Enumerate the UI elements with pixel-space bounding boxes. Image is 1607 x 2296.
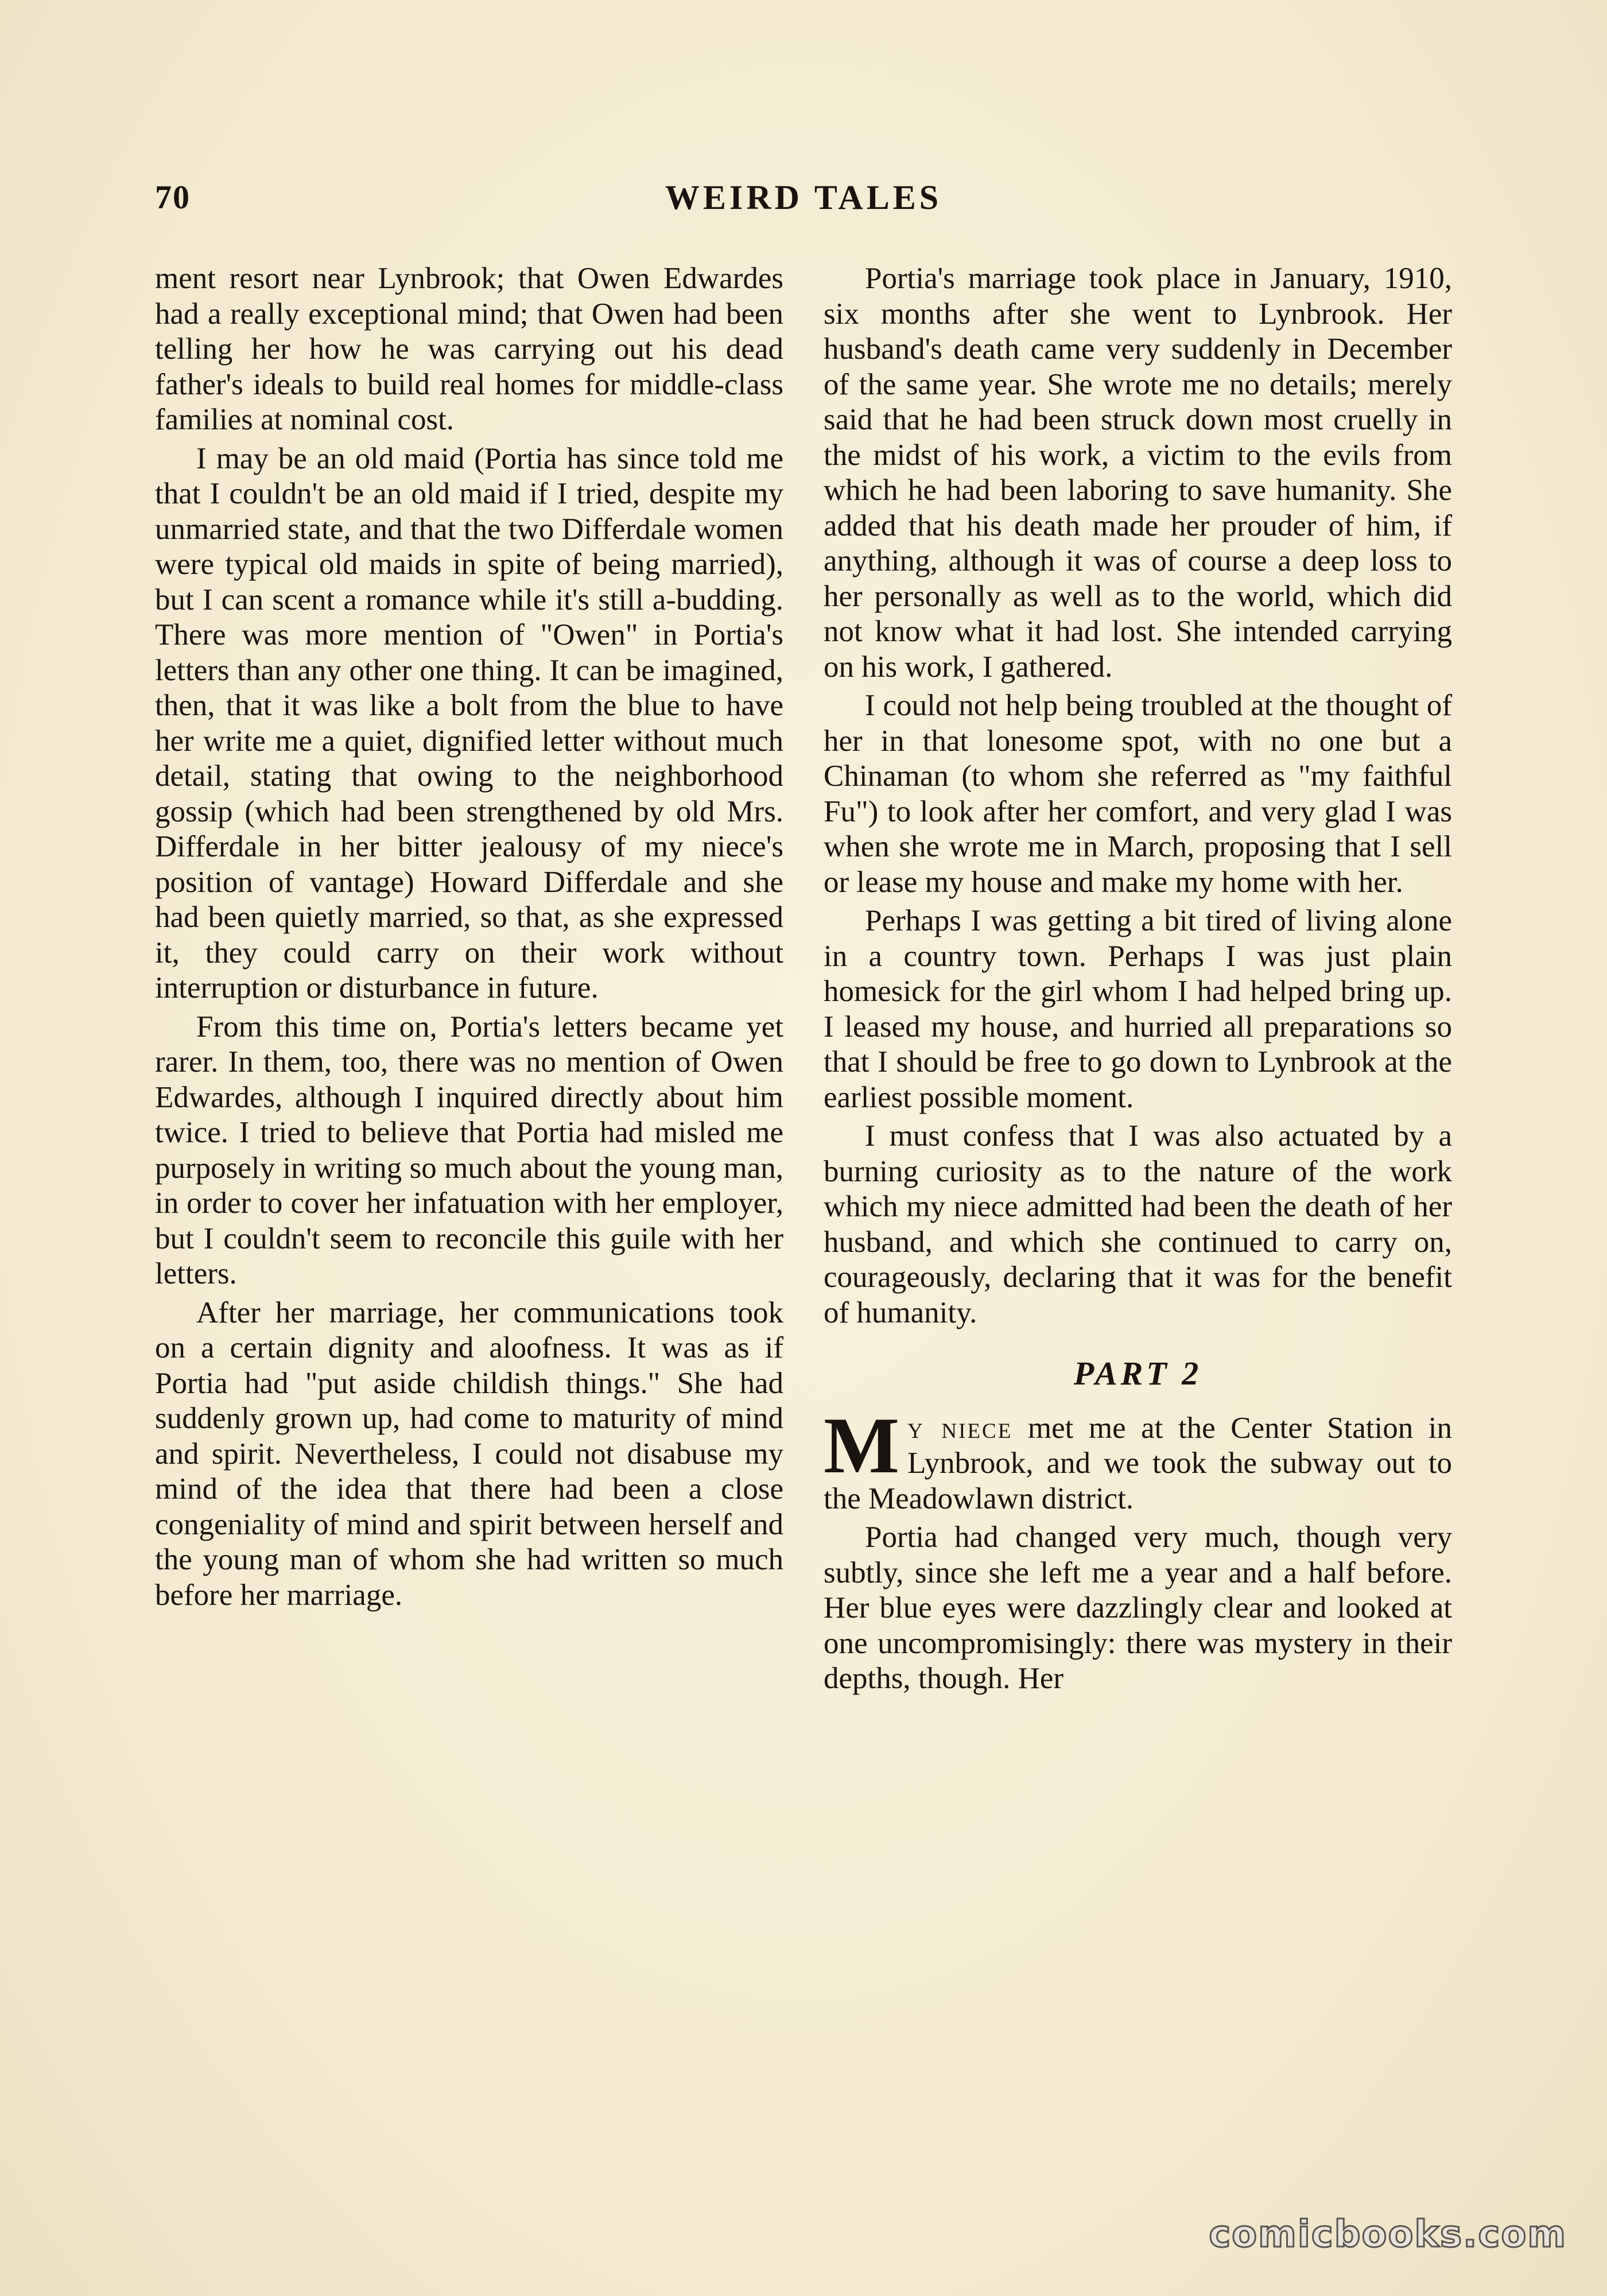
left-paragraph-4: After her marriage, her communications took on a certain dignity and aloofness. It was as if Portia had "put aside childish things." She had suddenly grown up, had come to maturity of mind and spirit. Nevertheless, I could not disabuse my mind of the idea that there had been a close congeniality of mind and spirit between herself and the young man of whom she had written so much before her marriage. [155, 1296, 783, 1612]
right-paragraph-1: Portia's marriage took place in January, 1910, six months after she went to Lynbrook. Her husband's death came very suddenly in December of the same year. She wrote me no details; merely said that he had been struck down most cruelly in the midst of his work, a victim to the evils from which he had been laboring to save humanity. She added that his death made her prouder of him, if anything, although it was of course a deep loss to her personally as well as to the world, which did not know what it had lost. She intended carrying on his work, I gathered. [824, 262, 1452, 684]
text-columns [155, 261, 1452, 2132]
left-paragraph-2: I may be an old maid (Portia has since told me that I couldn't be an old maid if I tried, despite my unmarried state, and that the two Differdale women were typical old maids in spite of being married), but I can scent a romance while it's still a-budding. There was more mention of "Owen" in Portia's letters than any other one thing. It can be imagined, then, that it was like a bolt from the blue to have her write me a quiet, dignified letter without much detail, stating that owing to the neighborhood gossip (which had been strengthened by old Mrs. Differdale in her bitter jealousy of my niece's position of vantage) Howard Differdale and she had been quietly married, so that, as she expressed it, they could carry on their work without interruption or disturbance in future. [155, 441, 783, 1004]
watermark: comicbooks.com [1209, 2213, 1567, 2256]
right-paragraph-4: I must confess that I was also actuated by a burning curiosity as to the nature of the work which my niece admitted had been the death of her husband, and which she continued to carry on, courageously, declaring that it was for the benefit of humanity. [824, 1119, 1452, 1329]
page-header [155, 172, 1452, 230]
left-paragraph-3: From this time on, Portia's letters became yet rarer. In them, too, there was no mention of Owen Edwardes, although I inquired directly about him twice. I tried to believe that Portia had misled me purposely in writing so much about the young man, in order to cover her infatuation with her employer, but I couldn't seem to reconcile this guile with her letters. [155, 1010, 783, 1290]
dropcap-rest: met me at the Center Station in Lynbrook, and we took the subway out to the Meadowlawn district. [824, 1411, 1452, 1515]
page-number: 70 [155, 179, 191, 216]
left-paragraph-1: ment resort near Lynbrook; that Owen Edwardes had a really exceptional mind; that Owen had been telling her how he was carrying out his dead father's ideals to build real homes for middle-class families at nominal cost. [155, 262, 783, 436]
part-heading: PART 2 [1073, 1355, 1202, 1392]
running-head: WEIRD TALES [665, 179, 942, 216]
right-column [824, 261, 1452, 1700]
right-final-paragraph: Portia had changed very much, though very subtly, since she left me a year and a half before. Her blue eyes were dazzlingly clear and looked at one uncompromisingly: there was mystery in their depths, though. Her [824, 1521, 1452, 1695]
right-paragraph-2: I could not help being troubled at the thought of her in that lonesome spot, with no one but a Chinaman (to whom she referred as "my faithful Fu") to look after her comfort, and very glad I was when she wrote me in March, proposing that I sell or lease my house and make my home with her. [824, 689, 1452, 899]
right-paragraph-3: Perhaps I was getting a bit tired of living alone in a country town. Perhaps I was just plain homesick for the girl whom I had helped bring up. I leased my house, and hurried all preparations so that I should be free to go down to Lynbrook at the earliest possible moment. [824, 904, 1452, 1114]
drop-cap: M [824, 1401, 900, 1490]
dropcap-paragraph [824, 1401, 1452, 1517]
dropcap-smallcaps: y niece [907, 1411, 1013, 1445]
left-column [155, 261, 783, 1616]
